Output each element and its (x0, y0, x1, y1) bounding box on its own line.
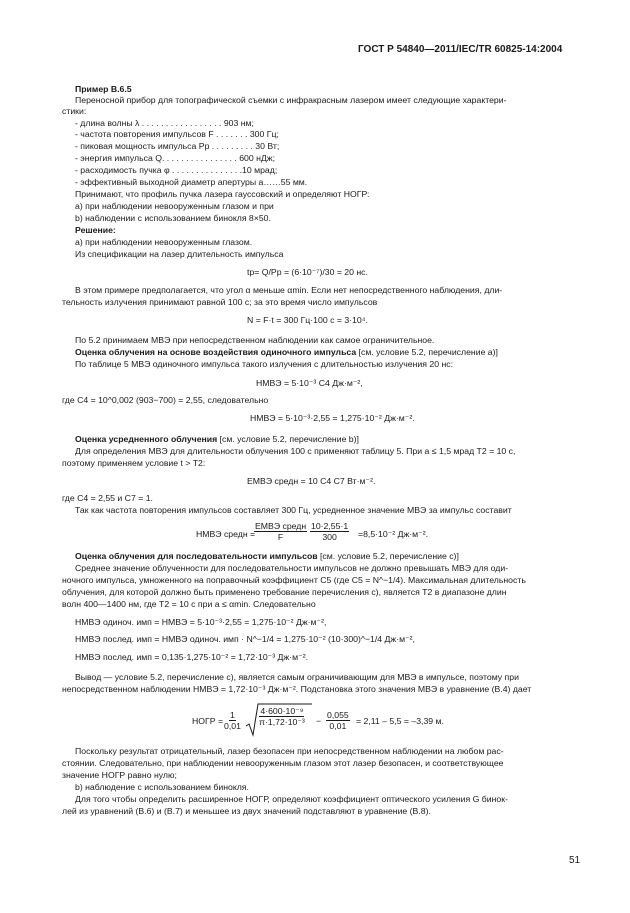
heading-ref: [см. условие 5.2, перечисление b)] (217, 434, 359, 444)
equation-average-1: EМВЭ средн = 10 C4 C7 Вт·м⁻². (247, 476, 376, 486)
fraction-numerator: 10·2,55·1 (311, 521, 349, 531)
paragraph-line: В этом примере предполагается, что угол α меньше αmin. Если нет непосредственного наблюдения, дли- (75, 285, 503, 295)
spec-item: - энергия импульса Q. . . . . . . . . . . . . . . . 600 нДж; (75, 153, 276, 163)
section-heading-single (75, 347, 498, 357)
fraction-e-over-f (254, 521, 307, 542)
fraction-denominator: π·1,72·10⁻³ (259, 717, 305, 727)
paragraph-line: Для определения МВЭ для длительности облучения 100 с применяют таблицу 5. При a ≤ 1,5 мрад T2 = 10 с, (75, 446, 516, 456)
final-line: Для того чтобы определить расширенное НОГР, определяют коэффициент оптического усиления G бинок- (75, 794, 508, 804)
equation-average-2-rhs: =8,5·10⁻² Дж·м⁻². (358, 529, 429, 539)
paragraph-line: ночного импульса, умноженного на поправочный коэффициент C5 (где C5 = N^−1/4). Максимальная длительность (62, 575, 526, 585)
equation-n: N = F·t = 300 Гц·100 с = 3·10⁴. (247, 315, 368, 325)
paragraph-line: поэтому применяем условие t > T2: (62, 458, 206, 468)
paragraph-line: Среднее значение облученности для последовательности импульсов не должно превышать МВЭ для оди- (75, 563, 509, 573)
heading-ref: [см. условие 5.2, перечисление а)] (356, 347, 498, 357)
equation-tp: tp= Q/Pp = (6·10⁻⁷)/30 = 20 нс. (247, 267, 368, 277)
paragraph-line: облучения, для которой должно быть применено требование перечисления с), является T2 в диапазоне длин (62, 587, 507, 597)
minus-sign: − (316, 716, 322, 726)
equation-sequence-2: HМВЭ послед. имп = HМВЭ одиноч. имп · N^−1/4 = 1,275·10⁻² (10·300)^−1/4 Дж·м⁻², (75, 634, 415, 644)
final-line: лей из уравнений (В.6) и (В.7) и меньшее из двух значений подставляют в уравнение (В.8). (62, 806, 431, 816)
fraction-numerator: 4·600·10⁻⁹ (260, 706, 304, 716)
final-line: b) наблюдение с использованием бинокля. (75, 782, 249, 792)
fraction-sqrt-content (259, 706, 305, 727)
equation-sequence-3: HМВЭ послед. имп = 0,135·1,275·10⁻² = 1,72·10⁻³ Дж·м⁻². (75, 652, 308, 662)
spec-reference: Из спецификации на лазер длительность импульса (75, 249, 284, 259)
spec-item: - эффективный выходной диаметр апертуры a……55 мм. (75, 177, 308, 187)
task-line: Принимают, что профиль пучка лазера гауссовский и определяют НОГР: (75, 189, 370, 199)
intro-line: Переносной прибор для топографической съемки с инфракрасным лазером имеет следующие характери- (75, 95, 507, 105)
heading-text: Оценка облучения для последовательности импульсов (75, 551, 318, 561)
final-line: стоянии. Следовательно, при наблюдении невооруженным глазом этот лазер безопасен, и соответствующее (62, 758, 504, 768)
section-heading-average (75, 434, 359, 444)
paragraph-line: По 5.2 принимаем МВЭ при непосредственном наблюдении как самое ограничительное. (75, 335, 435, 345)
paragraph-line: волн 400—1400 нм, где T2 = 10 с при a ≤ αmin. Следовательно (62, 599, 316, 609)
paragraph-line: Так как частота повторения импульсов составляет 300 Гц, усредненное значение МВЭ за импульс составит (75, 505, 512, 515)
spec-item: - длина волны λ . . . . . . . . . . . . . . . . . 903 нм; (75, 118, 254, 128)
task-line: а) при наблюдении невооруженным глазом и при (75, 201, 274, 211)
fraction-denominator: 0,01 (224, 721, 241, 731)
task-line: b) наблюдении с использованием бинокля 8×50. (75, 213, 271, 223)
equation-single-1: HМВЭ = 5·10⁻³ C4 Дж·м⁻², (256, 378, 363, 388)
paragraph-line: По таблице 5 МВЭ одиночного импульса такого излучения с длительностью излучения 20 нс: (75, 359, 454, 369)
equation-sequence-1: HМВЭ одиноч. имп = HМВЭ = 5·10⁻³·2,55 = 1,275·10⁻² Дж·м⁻², (75, 617, 327, 627)
spec-item: - частота повторения импульсов F . . . . . . . 300 Гц; (75, 129, 279, 139)
solution-case-a: а) при наблюдении невооруженным глазом. (75, 237, 253, 247)
fraction-denominator: 300 (322, 532, 337, 542)
nogr-rhs: = 2,11 – 5,5 = –3,39 м. (356, 716, 444, 726)
fraction-denominator: F (277, 532, 284, 542)
where-line: где C4 = 2,55 и C7 = 1. (62, 493, 153, 503)
spec-item: - пиковая мощность импульса Pp . . . . . . . . . 30 Вт; (75, 141, 280, 151)
final-line: Поскольку результат отрицательный, лазер безопасен при непосредственном наблюдении на любом рас- (75, 746, 504, 756)
conclusion-line: непосредственном наблюдении HМВЭ = 1,72·10⁻³ Дж·м⁻². Подстановка этого значения МВЭ в уравнение (В.4) дает (62, 684, 532, 694)
example-title: Пример В.6.5 (75, 84, 132, 94)
spec-item: - расходимость пучка φ . . . . . . . . . . . . . . .10 мрад; (75, 165, 278, 175)
intro-line: стики: (62, 106, 87, 116)
fraction-denominator: 0,01 (329, 721, 347, 731)
equation-average-2-lhs: HМВЭ средн = (196, 529, 256, 539)
fraction-values (310, 521, 349, 542)
fraction-numerator: 0,055 (327, 710, 349, 720)
heading-text: Оценка облучения на основе воздействия одиночного импульса (75, 347, 357, 357)
heading-text: Оценка усредненного облучения (75, 434, 218, 444)
paragraph-line: тельность излучения принимают равной 100 с; за это время число импульсов (62, 297, 378, 307)
page-number: 51 (569, 855, 581, 866)
conclusion-line: Вывод — условие 5.2, перечисление с), является самым ограничивающим для МВЭ в импульсе, поэтому при (75, 672, 519, 682)
section-heading-sequence (75, 551, 459, 561)
solution-title: Решение: (75, 225, 116, 235)
final-line: значение НОГР равно нулю; (62, 770, 177, 780)
equation-single-2: HМВЭ = 5·10⁻³·2,55 = 1,275·10⁻² Дж·м⁻². (250, 413, 415, 423)
where-line: где C4 = 10^0,002 (903−700) = 2,55, следовательно (62, 395, 269, 405)
fraction-numerator: EМВЭ средн (255, 521, 307, 531)
nogr-lhs: НОГР = (192, 716, 224, 726)
heading-ref: [см. условие 5.2, перечисление с)] (317, 551, 459, 561)
fraction-one-over (224, 710, 241, 731)
standard-header: ГОСТ Р 54840—2011/IEC/TR 60825-14:2004 (358, 44, 563, 55)
fraction-second (326, 710, 350, 731)
fraction-numerator: 1 (230, 710, 235, 720)
